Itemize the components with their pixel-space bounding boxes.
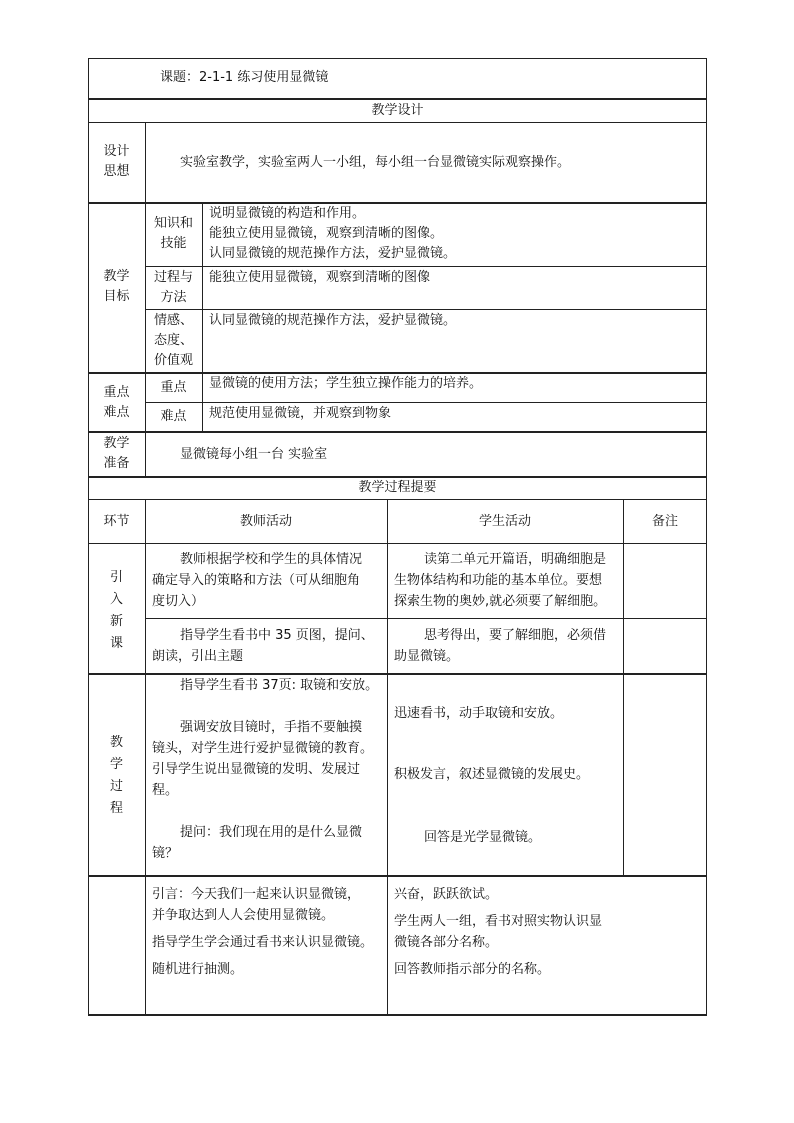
- label-line: 目标: [103, 289, 130, 304]
- label-line: 教学: [103, 269, 130, 284]
- idea-text: 实验室教学，实验室两人一小组，每小组一台显微镜实际观察操作。: [180, 155, 571, 170]
- col-header-note: 备注: [651, 514, 678, 529]
- col-header-teacher: 教师活动: [239, 514, 292, 529]
- label-char: 学: [109, 757, 123, 772]
- lesson-title: 课题：2-1-1 练习使用显微镜: [160, 70, 329, 85]
- last-student-line: 学生两人一组，看书对照实物认识显: [394, 914, 603, 929]
- rule: [145, 309, 707, 310]
- key-text: 显微镜的使用方法；学生独立操作能力的培养。: [209, 376, 483, 391]
- last-teacher-line: 指导学生学会通过看书来认识显微镜。: [152, 935, 374, 950]
- table-border-top: [88, 58, 707, 59]
- teach-teacher-2-line: 程。: [152, 783, 179, 798]
- label-line: 方法: [160, 290, 187, 305]
- knowledge-line-1: 说明显微镜的构造和作用。: [209, 206, 366, 221]
- label-char: 过: [109, 779, 123, 794]
- last-teacher-line: 引言：今天我们一起来认识显微镜，: [152, 887, 361, 902]
- teach-student-3: 回答是光学显微镜。: [424, 830, 542, 845]
- knowledge-line-3: 认同显微镜的规范操作方法，爱护显微镜。: [209, 246, 457, 261]
- idea-label: [88, 142, 145, 182]
- label-line: 设计: [103, 144, 130, 159]
- intro-student-2-line: 思考得出，要了解细胞，必须借: [424, 628, 607, 643]
- label-char: 新: [109, 614, 123, 629]
- intro-teacher-2-line: 朗读，引出主题: [152, 649, 244, 664]
- teach-stage-label: [88, 732, 145, 820]
- rule: [88, 431, 707, 433]
- last-teacher-line: 随机进行抽测。: [152, 962, 244, 977]
- col-header-student: 学生活动: [478, 514, 531, 529]
- last-student-line: 兴奋，跃跃欲试。: [394, 887, 499, 902]
- difficulty-text: 规范使用显微镜，并观察到物象: [209, 406, 392, 421]
- rule: [88, 499, 707, 500]
- teach-teacher-2-line: 强调安放目镜时，手指不要触摸: [180, 720, 363, 735]
- label-line: 知识和: [153, 216, 193, 231]
- intro-teacher-1-line: 确定导入的策略和方法（可从细胞角: [152, 573, 361, 588]
- key-sub-label: 重点: [160, 380, 187, 395]
- col-header-stage: 环节: [103, 514, 130, 529]
- rule: [88, 202, 707, 204]
- rule: [88, 98, 707, 100]
- difficulty-sub-label: 难点: [160, 409, 187, 424]
- key-difficulty-label: [88, 383, 145, 423]
- emotion-label: [145, 311, 202, 371]
- teach-teacher-3-line: 镜？: [152, 846, 179, 861]
- goals-label: [88, 267, 145, 307]
- label-line: 价值观: [153, 353, 193, 368]
- col-divider: [387, 499, 388, 1016]
- section-title-process: 教学过程提要: [358, 480, 437, 495]
- label-line: 情感、: [153, 313, 193, 328]
- label-char: 入: [109, 592, 123, 607]
- teach-teacher-2-line: 镜头，对学生进行爱护显微镜的教育。: [152, 741, 374, 756]
- rule: [145, 266, 707, 267]
- teach-student-1: 迅速看书，动手取镜和安放。: [394, 706, 564, 721]
- table-border-bottom: [88, 1014, 707, 1016]
- label-char: 课: [109, 636, 123, 651]
- rule: [145, 402, 707, 403]
- col-divider: [145, 499, 146, 1016]
- last-student-line: 回答教师指示部分的名称。: [394, 962, 551, 977]
- label-line: 态度、: [153, 333, 193, 348]
- intro-student-1-line: 探索生物的奥妙,就必须要了解细胞。: [394, 594, 607, 609]
- label-char: 程: [109, 801, 123, 816]
- prep-label: [88, 434, 145, 474]
- rule: [88, 122, 707, 123]
- intro-teacher-1-line: 教师根据学校和学生的具体情况: [180, 552, 363, 567]
- last-teacher-line: 并争取达到人人会使用显微镜。: [152, 908, 335, 923]
- label-line: 难点: [103, 405, 130, 420]
- intro-teacher-1-line: 度切入）: [152, 594, 205, 609]
- label-line: 技能: [160, 236, 187, 251]
- label-line: 过程与: [153, 270, 193, 285]
- col-divider: [623, 499, 624, 875]
- teach-teacher-3-line: 提问：我们现在用的是什么显微: [180, 825, 363, 840]
- label-char: 引: [109, 570, 123, 585]
- last-student-line: 微镜各部分名称。: [394, 935, 499, 950]
- intro-student-1-line: 读第二单元开篇语，明确细胞是: [424, 552, 607, 567]
- process-text: 能独立使用显微镜，观察到清晰的图像: [209, 270, 431, 285]
- label-line: 准备: [103, 456, 130, 471]
- intro-stage-label: [88, 567, 145, 655]
- label-line: 思想: [103, 164, 130, 179]
- emotion-text: 认同显微镜的规范操作方法，爱护显微镜。: [209, 313, 457, 328]
- intro-teacher-2-line: 指导学生看书中 35 页图，提问、: [180, 628, 374, 643]
- label-line: 教学: [103, 436, 130, 451]
- rule: [88, 875, 707, 877]
- process-label: [145, 268, 202, 308]
- teach-teacher-2-line: 引导学生说出显微镜的发明、发展过: [152, 762, 361, 777]
- col-divider: [202, 202, 203, 431]
- rule: [88, 673, 707, 675]
- intro-student-2-line: 助显微镜。: [394, 649, 460, 664]
- teach-teacher-1: 指导学生看书 37页: 取镜和安放。: [180, 678, 379, 693]
- label-line: 重点: [103, 385, 130, 400]
- intro-student-1-line: 生物体结构和功能的基本单位。要想: [394, 573, 603, 588]
- rule: [88, 543, 707, 544]
- label-char: 教: [109, 735, 123, 750]
- prep-text: 显微镜每小组一台 实验室: [180, 447, 328, 462]
- section-title-design: 教学设计: [371, 103, 424, 118]
- knowledge-label: [145, 214, 202, 254]
- teach-student-2: 积极发言，叙述显微镜的发展史。: [394, 767, 590, 782]
- knowledge-line-2: 能独立使用显微镜，观察到清晰的图像。: [209, 226, 444, 241]
